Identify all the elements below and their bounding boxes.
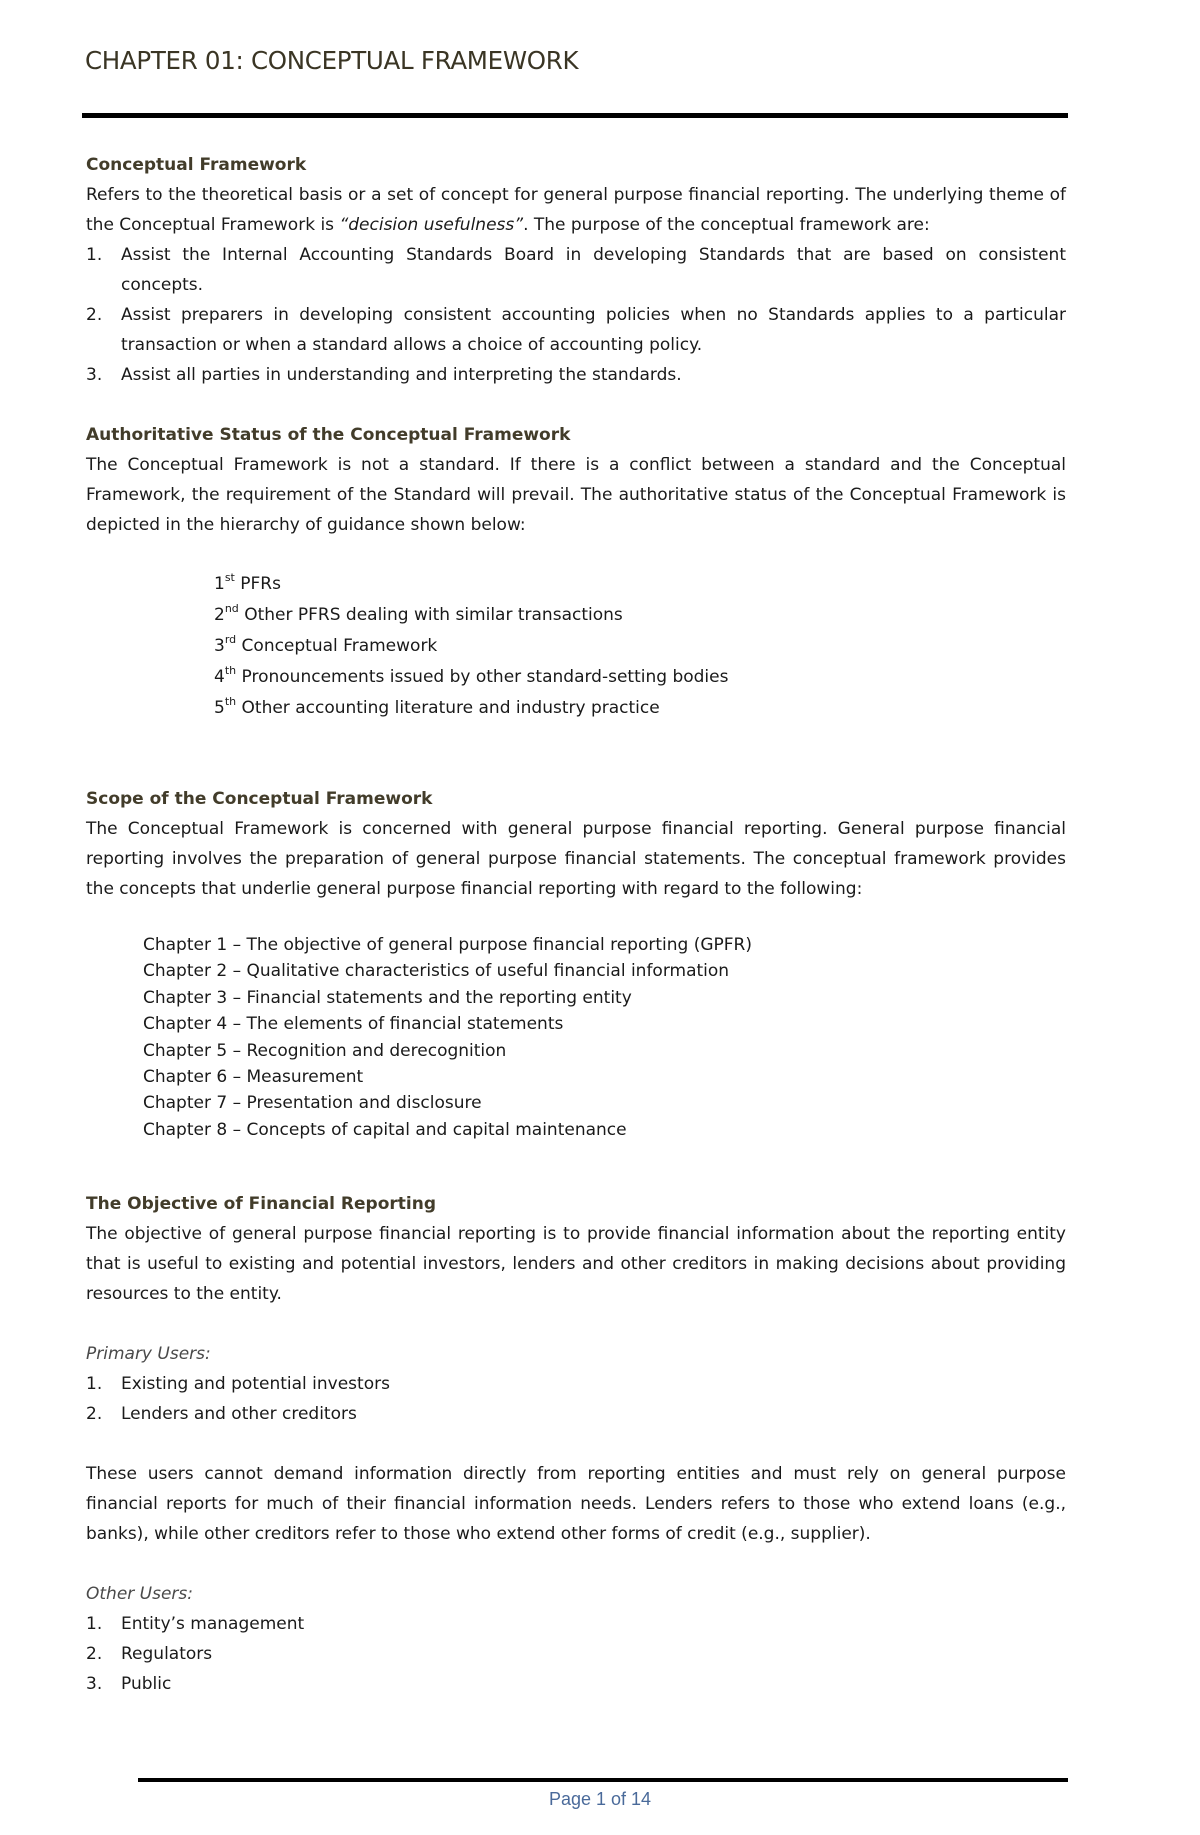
document-body xyxy=(86,150,1066,1699)
chapter-item: Chapter 3 – Financial statements and the reporting entity xyxy=(143,987,632,1008)
list-item-text: Existing and potential investors xyxy=(121,1374,390,1395)
guidance-hierarchy xyxy=(214,569,1066,724)
list-number: 2. xyxy=(86,1404,103,1425)
chapter-item: Chapter 2 – Qualitative characteristics of useful financial information xyxy=(143,961,730,982)
section-paragraph: The Conceptual Framework is not a standard. If there is a conflict between a standard and the Conceptual Framework, the requirement of the Standard will prevail. The authoritative status of the Conceptual Framework is depicted in the hierarchy of guidance shown below: xyxy=(86,455,1066,535)
emphasis-text: “decision usefulness” xyxy=(339,215,524,235)
list-item-text: Assist preparers in developing consistent accounting policies when no Standards applies to a particular transaction or when a standard allows a choice of accounting policy. xyxy=(121,305,1066,355)
list-number: 3. xyxy=(86,365,103,385)
chapter-title: CHAPTER 01: CONCEPTUAL FRAMEWORK xyxy=(85,46,579,75)
list-item xyxy=(86,1669,1066,1699)
section-objective xyxy=(86,1189,1066,1699)
intro-text: Refers to the theoretical basis or a set of concept for general purpose financial reporting. The underlying theme of the Conceptual Framework is xyxy=(86,185,1066,235)
other-users-list xyxy=(86,1609,1066,1699)
intro-text-end: . The purpose of the conceptual framework are: xyxy=(523,215,930,235)
chapter-item: Chapter 4 – The elements of financial statements xyxy=(143,1014,564,1035)
hierarchy-item: 4th Pronouncements issued by other standard-setting bodies xyxy=(214,664,729,687)
list-item-text: Regulators xyxy=(121,1644,213,1665)
footer-divider xyxy=(138,1778,1068,1782)
section-conceptual-framework xyxy=(86,150,1066,390)
chapter-item: Chapter 5 – Recognition and derecognition xyxy=(143,1040,507,1061)
section-paragraph xyxy=(86,180,1066,240)
list-number: 1. xyxy=(86,1374,103,1395)
header-divider xyxy=(82,113,1068,118)
list-item-text: Assist the Internal Accounting Standards Board in developing Standards that are based on consistent concepts. xyxy=(121,245,1066,295)
primary-users-label: Primary Users: xyxy=(86,1344,211,1365)
section-heading: Conceptual Framework xyxy=(86,155,307,175)
list-number: 3. xyxy=(86,1674,103,1695)
hierarchy-item: 5th Other accounting literature and industry practice xyxy=(214,695,660,718)
list-item xyxy=(86,240,1066,300)
chapter-item: Chapter 7 – Presentation and disclosure xyxy=(143,1093,482,1114)
section-scope xyxy=(86,784,1066,1143)
purpose-list xyxy=(86,240,1066,390)
list-item xyxy=(86,300,1066,360)
list-number: 2. xyxy=(86,1644,103,1665)
list-item-text: Entity’s management xyxy=(121,1614,305,1635)
hierarchy-item: 1st PFRs xyxy=(214,571,281,594)
list-number: 2. xyxy=(86,305,103,325)
chapter-item: Chapter 1 – The objective of general purpose financial reporting (GPFR) xyxy=(143,935,753,955)
section-heading: The Objective of Financial Reporting xyxy=(86,1194,436,1215)
list-item xyxy=(86,360,1066,390)
list-number: 1. xyxy=(86,1614,103,1635)
section-authoritative-status xyxy=(86,420,1066,724)
list-item xyxy=(86,1609,1066,1639)
section-paragraph: The Conceptual Framework is concerned with general purpose financial reporting. General purpose financial reporting involves the preparation of general purpose financial statements. The conceptual framework provides the concepts that underlie general purpose financial reporting with regard to the following: xyxy=(86,819,1066,899)
other-users-label: Other Users: xyxy=(86,1584,194,1605)
list-item xyxy=(86,1369,1066,1399)
hierarchy-item: 2nd Other PFRS dealing with similar transactions xyxy=(214,602,623,625)
section-heading: Scope of the Conceptual Framework xyxy=(86,789,433,809)
list-number: 1. xyxy=(86,245,103,265)
primary-users-list xyxy=(86,1369,1066,1429)
list-item xyxy=(86,1399,1066,1429)
hierarchy-item: 3rd Conceptual Framework xyxy=(214,633,438,656)
section-heading: Authoritative Status of the Conceptual Framework xyxy=(86,425,571,445)
list-item xyxy=(86,1639,1066,1669)
chapter-item: Chapter 8 – Concepts of capital and capital maintenance xyxy=(143,1119,627,1140)
section-paragraph: These users cannot demand information directly from reporting entities and must rely on general purpose financial reports for much of their financial information needs. Lenders refers to those who extend loans (e.g., banks), while other creditors refer to those who extend other forms of credit (e.g., supplier). xyxy=(86,1464,1066,1545)
list-item-text: Public xyxy=(121,1674,172,1695)
list-item-text: Assist all parties in understanding and interpreting the standards. xyxy=(121,365,682,385)
chapter-list xyxy=(143,932,1066,1143)
list-item-text: Lenders and other creditors xyxy=(121,1404,357,1425)
section-paragraph: The objective of general purpose financial reporting is to provide financial information about the reporting entity that is useful to existing and potential investors, lenders and other creditors in making decisions about providing resources to the entity. xyxy=(86,1224,1066,1305)
chapter-item: Chapter 6 – Measurement xyxy=(143,1067,364,1088)
page-number: Page 1 of 14 xyxy=(548,1789,652,1809)
